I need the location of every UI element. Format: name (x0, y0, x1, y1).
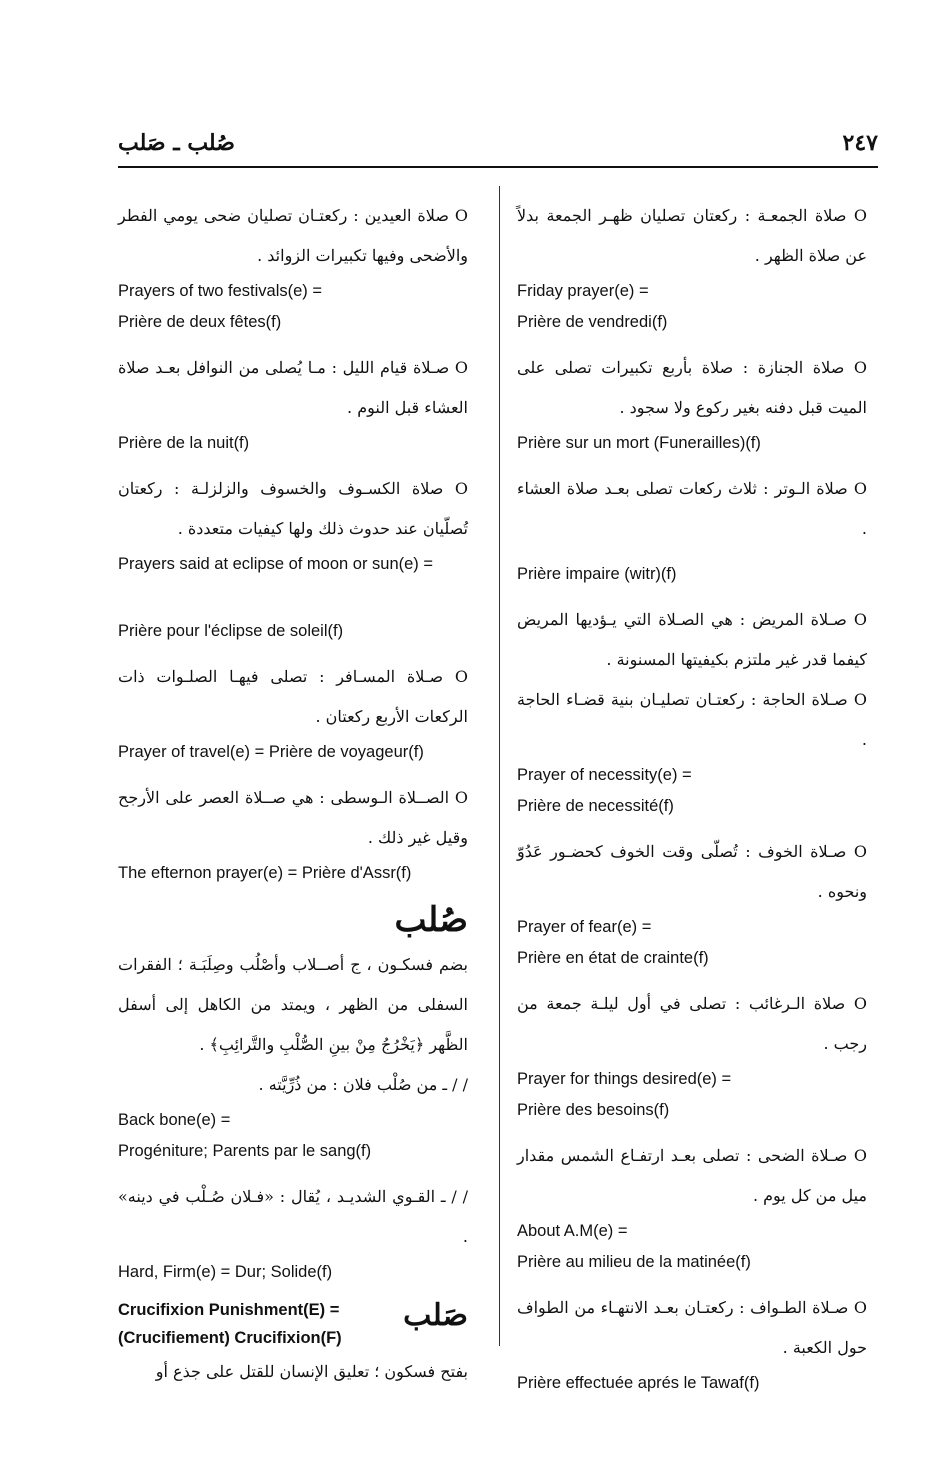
entry-french: Prière de vendredi(f) (517, 313, 668, 331)
entry-french: Prière de necessité(f) (517, 797, 674, 815)
entry-arabic: O صـلاة الخوف : تُصلّى وقت الخوف كحضـور عَدُوّ ونحوه . (517, 842, 867, 901)
entry-arabic: O صـلاة الضحى : تصلى بعـد ارتفـاع الشمس مقدار ميل من كل يوم . (517, 1146, 867, 1205)
entry-french: Progéniture; Parents par le sang(f) (118, 1142, 372, 1160)
headword-salb: صَلب (403, 1298, 468, 1333)
entry-arabic: O صلاة الجمعـة : ركعتان تصليان ظهـر الجمعة بدلاً عن صلاة الظهر . (517, 206, 867, 265)
entry-arabic: O صلاة الـرغائب : تصلى في أول ليلـة جمعة من رجب . (517, 994, 867, 1053)
right-column (517, 196, 867, 1399)
entry-arabic: بفتح فسكون ؛ تعليق الإنسان للقتل على جذع أو (155, 1362, 468, 1381)
entry-arabic: O صلاة الـوتر : ثلاث ركعات تصلى بعـد صلاة العشاء . (517, 479, 867, 538)
entry-english: Hard, Firm(e) = Dur; Solide(f) (118, 1263, 333, 1281)
entry-arabic: O صـلاة الحاجة : ركعتـان تصليـان بنية قضـاء الحاجة . (517, 690, 867, 749)
entry-english: Prayer for things desired(e) = (517, 1070, 732, 1088)
entry-french: Prière de la nuit(f) (118, 434, 250, 452)
page-number: ٢٤٧ (842, 130, 878, 156)
page-header (118, 128, 878, 168)
entry-french: Prière effectuée aprés le Tawaf(f) (517, 1374, 760, 1392)
entry-arabic: / / ـ من صُلْب فلان : من ذُرِّيَّته . (258, 1075, 468, 1094)
entry-french: Prière au milieu de la matinée(f) (517, 1253, 751, 1271)
headword-salb-block (118, 1296, 468, 1352)
entry-french: Prière pour l'éclipse de soleil(f) (118, 622, 344, 640)
entry-arabic: O صـلاة الطـواف : ركعتـان بعـد الانتهـاء من الطواف حول الكعبة . (517, 1298, 867, 1357)
entry-arabic: O صلاة الجنازة : صلاة بأربع تكبيرات تصلى على الميت قبل دفنه بغير ركوع ولا سجود . (517, 358, 867, 417)
entry-french: Prière sur un mort (Funerailles)(f) (517, 434, 761, 452)
left-column (118, 196, 468, 1392)
entry-arabic: O الصــلاة الـوسطى : هي صــلاة العصر على الأرجح وقيل غير ذلك . (118, 788, 468, 847)
entry-arabic: / / ـ القـوي الشديـد ، يُقال : «فـلان صُـلْب في دينه» . (118, 1187, 468, 1246)
entry-english: Prayer of fear(e) = (517, 918, 652, 936)
entry-french: Prière en état de crainte(f) (517, 949, 709, 967)
entry-arabic: O صـلاة المريض : هي الصـلاة التي يـؤديها المريض كيفما قدر غير ملتزم بكيفيتها المسنونة . (517, 610, 867, 669)
entry-french: Prière de deux fêtes(f) (118, 313, 282, 331)
entry-english: Friday prayer(e) = (517, 282, 649, 300)
headword-sulb: صُلب (394, 900, 468, 940)
entry-english: The efternon prayer(e) = Prière d'Assr(f) (118, 864, 412, 882)
entry-english: About A.M(e) = (517, 1222, 628, 1240)
entry-arabic: O صـلاة المسـافر : تصلى فيهـا الصلـوات ذات الركعات الأربع ركعتان . (118, 667, 468, 726)
column-divider (499, 186, 500, 1346)
entry-english: Prayers said at eclipse of moon or sun(e) = (118, 555, 434, 573)
entry-french: Prière impaire (witr)(f) (517, 565, 677, 583)
running-head-title: صُلب ـ صَلب (118, 130, 235, 156)
entry-english: Back bone(e) = (118, 1111, 231, 1129)
entry-french: Prière des besoins(f) (517, 1101, 670, 1119)
headword-salb-translation: Crucifixion Punishment(E) = (Crucifiement) Crucifixion(F) (118, 1301, 342, 1347)
entry-english: Prayer of necessity(e) = (517, 766, 692, 784)
entry-english: Prayers of two festivals(e) = (118, 282, 323, 300)
entry-arabic: O صـلاة قيام الليل : مـا يُصلى من النوافل بعـد صلاة العشاء قبل النوم . (118, 358, 468, 417)
entry-arabic: بضم فسكـون ، ج أصــلاب وأصْلُب وصِلَبَـة ؛ الفقرات السفلى من الظهر ، ويمتد من الكاهل إلى أسفل الظَّهر ﴿يَخْرُجُ مِنْ بينِ الصُّلْبِ والتَّرائِبِ﴾ . (118, 955, 468, 1054)
entry-english: Prayer of travel(e) = Prière de voyageur(f) (118, 743, 424, 761)
entry-arabic: O صلاة الكسـوف والخسوف والزلزلـة : ركعتان تُصلّيان عند حدوث ذلك ولها كيفيات متعددة . (118, 479, 468, 538)
entry-arabic: O صلاة العيدين : ركعتـان تصليان ضحى يومي الفطر والأضحى وفيها تكبيرات الزوائد . (118, 206, 468, 265)
